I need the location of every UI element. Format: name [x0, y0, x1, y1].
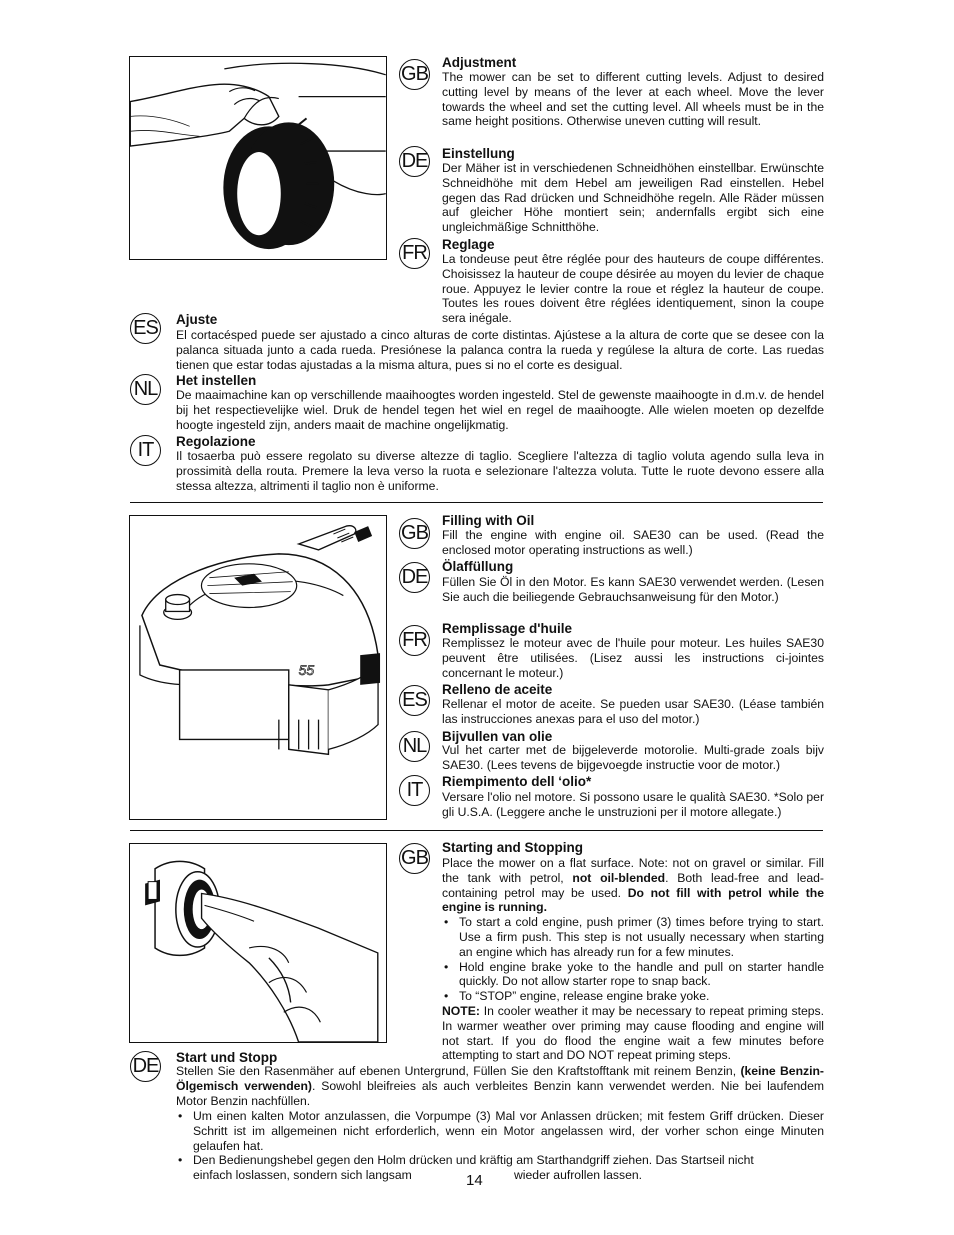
primer-illustration	[130, 844, 386, 1042]
language-badge-it: IT	[399, 775, 430, 806]
starting-intro-b: not oil-blended	[572, 870, 666, 885]
svg-text:55: 55	[298, 661, 315, 678]
heading-starting-and-stopping: Starting and Stopping	[442, 840, 583, 855]
start-intro-a: Stellen Sie den Rasenmäher auf ebenen Untergrund, Füllen Sie den Kraftstofftank mit reinem Benzin,	[176, 1064, 741, 1078]
last-bullet-line2a: einfach loslassen, sondern sich langsam	[193, 1168, 412, 1183]
heading-start-und-stopp: Start und Stopp	[176, 1050, 278, 1065]
text-relleno: Rellenar el motor de aceite. Se pueden usar SAE30. (Léase también las instrucciones anexas para el uso del motor.)	[442, 697, 824, 726]
language-badge-gb: GB	[399, 843, 430, 874]
figure-primer	[129, 843, 387, 1043]
last-bullet-line2b: wieder aufrollen lassen.	[514, 1168, 643, 1182]
list-item: • Um einen kalten Motor anzulassen, die Vorpumpe (3) Mal vor Anlassen drücken; mit festem Griff drücken. Dieser Schritt ist im allgemeinen nicht erforderlich, wenn ein Motor angelassen wird, der vorher schon einge Minuten gelaufen hat.	[176, 1109, 824, 1153]
text-olauffullung: Füllen Sie Öl in den Motor. Es kann SAE30 verwendet werden. (Lesen Sie auch die beiliegende Gebrauchsanweisung für den Motor.)	[442, 575, 824, 604]
text-filling-with-oil: Fill the engine with engine oil. SAE30 can be used. (Read the enclosed motor operating instructions as well.)	[442, 528, 824, 557]
text-starting-and-stopping	[442, 856, 824, 1063]
list-item: • To “STOP” engine, release engine brake yoke.	[442, 989, 824, 1004]
language-badge-it: IT	[130, 435, 161, 466]
section-divider-1	[130, 502, 823, 503]
heading-remplissage: Remplissage d'huile	[442, 621, 572, 636]
text-reglage: La tondeuse peut être réglée pour des hauteurs de coupe différentes. Choisissez la hauteur de coupe désirée au moyen du levier de chaque roue. Appuyez le levier contre la roue et réglez la hauteur de coupe. Toutes les roues doivent être réglées identiquement, sinon la coupe sera inégale.	[442, 252, 824, 326]
language-badge-gb: GB	[399, 518, 430, 549]
language-badge-es: ES	[399, 685, 430, 716]
heading-het-instellen: Het instellen	[176, 373, 257, 388]
start-bullet-list	[176, 1109, 824, 1183]
starting-intro-c: . Both lead-free and lead-containing petrol may be used.	[442, 870, 824, 900]
language-badge-es: ES	[130, 313, 161, 344]
page-number: 14	[466, 1172, 483, 1189]
engine-illustration	[130, 516, 386, 819]
start-intro-b: (keine Benzin-Ölgemisch verwenden)	[176, 1064, 824, 1093]
last-bullet-line1: Den Bedienungshebel gegen den Holm drücken und kräftig am Starthandgriff ziehen. Das Startseil nicht	[193, 1153, 754, 1168]
starting-intro-a: Place the mower on a flat surface. Note: not on gravel or similar. Fill the tank with petrol,	[442, 856, 824, 885]
heading-adjustment: Adjustment	[442, 55, 517, 70]
text-bijvullen: Vul het carter met de bijgeleverde motorolie. Multi-grade zoals bijv SAE30. (Lees tevens de bijgevoegde instructie voor de motor.)	[442, 743, 824, 772]
text-remplissage: Remplissez le moteur avec de l'huile pour moteur. Les huiles SAE30 peuvent être utilisées. (Lisez aussi les instructions ci-jointes concernant le moteur.)	[442, 636, 824, 680]
text-het-instellen: De maaimachine kan op verschillende maaihoogtes worden ingesteld. Stel de gewenste maaihoogte in d.m.v. de hendel bij het respectievelijke wiel. Druk de hendel tegen het wiel en regel de maaihoogte. Alle wielen moeten op dezelfde hoogte ingesteld zijn, anders maait de machine ongelijkmatig.	[176, 388, 824, 432]
language-badge-de: DE	[130, 1051, 161, 1082]
heading-riempimento: Riempimento dell ‘olio*	[442, 774, 592, 789]
starting-bullet-list	[442, 915, 824, 1004]
heading-filling-with-oil: Filling with Oil	[442, 513, 535, 528]
heading-relleno: Relleno de aceite	[442, 682, 553, 697]
heading-einstellung: Einstellung	[442, 146, 515, 161]
wheel-adjust-illustration	[130, 57, 386, 259]
language-badge-gb: GB	[399, 59, 430, 90]
note-label: NOTE:	[442, 1003, 480, 1018]
text-start-und-stopp	[176, 1064, 824, 1108]
start-intro-c: . Sowohl bleifreies als auch verbleites Benzin kann verwendet werden. Nie bei laufendem Motor Benzin nachfüllen.	[176, 1078, 824, 1108]
text-einstellung: Der Mäher ist in verschiedenen Schneidhöhen einstellbar. Erwünschte Schneidhöhe mit dem Hebel am jeweiligen Rad einstellen. Hebel gegen das Rad drücken und Schneidhöhe regeln. Alle Räder müssen auf gleicher Höhe montiert sein; andernfalls ergibt sich eine ungleichmäßige Schnitthöhe.	[442, 161, 824, 235]
heading-ajuste: Ajuste	[176, 312, 218, 327]
starting-intro-d: Do not fill with petrol while the engine is running.	[442, 885, 824, 915]
language-badge-nl: NL	[130, 374, 161, 405]
language-badge-nl: NL	[399, 731, 430, 762]
language-badge-de: DE	[399, 146, 430, 177]
text-ajuste: El cortacésped puede ser ajustado a cinco alturas de corte distintas. Ajústese a la altura de corte que se desee con la palanca situada junto a cada rueda. Presiónese la palanca contra la rueda y regúlese la altura de corte. Las ruedas tienen que estar todas ajustadas a la misma altura, pues si no el corte es desigual.	[176, 328, 824, 372]
language-badge-de: DE	[399, 562, 430, 593]
list-item: • Hold engine brake yoke to the handle and pull on starter handle quickly. Do not allow starter rope to snap back.	[442, 960, 824, 990]
language-badge-fr: FR	[399, 625, 430, 656]
heading-reglage: Reglage	[442, 237, 495, 252]
text-riempimento: Versare l'olio nel motore. Si possono usare le qualità SAE30. *Solo per gli U.S.A. (Leggere anche le unstruzioni per il motore allegate.)	[442, 790, 824, 819]
figure-height-adjustment	[129, 56, 387, 260]
list-item: • To start a cold engine, push primer (3) times before trying to start. Use a firm push. This step is not usually necessary when starting an engine which has already run for a few minutes.	[442, 915, 824, 959]
text-adjustment: The mower can be set to different cutting levels. Adjust to desired cutting level by means of the lever at each wheel. Move the lever towards the wheel and set the cutting level. All wheels must be in the same height positions. Otherwise uneven cutting will result.	[442, 70, 824, 129]
text-regolazione: Il tosaerba può essere regolato su diverse altezze di taglio. Scegliere l'altezza di taglio voluta agendo sulla leva in prossimità della routa. Premere la leva verso la ruota e selezionare l'altezza voluta. Tutte le ruote devono essere alla stessa altezza, altrimenti il taglio non è uniforme.	[176, 449, 824, 493]
note-text: In cooler weather it may be necessary to repeat priming steps. In warmer weather over priming may cause flooding and engine will not start. If you do flood the engine wait a few minutes before attempting to start and DO NOT repeat priming steps.	[442, 1003, 824, 1063]
section-divider-2	[130, 830, 823, 831]
figure-oil-filling	[129, 515, 387, 820]
heading-olauffullung: Ölaffüllung	[442, 559, 514, 574]
list-item	[176, 1153, 824, 1183]
heading-bijvullen: Bijvullen van olie	[442, 729, 553, 744]
language-badge-fr: FR	[399, 238, 430, 269]
heading-regolazione: Regolazione	[176, 434, 256, 449]
